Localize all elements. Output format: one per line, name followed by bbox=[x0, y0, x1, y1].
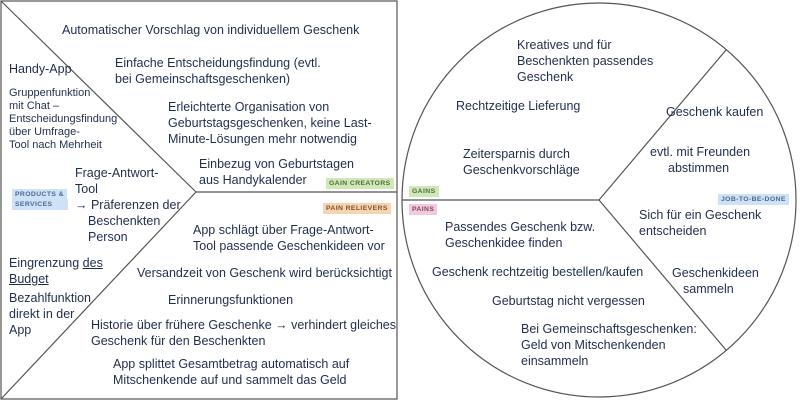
gain-creator-3-line2: Geburtstagsgeschenken, keine Last- bbox=[168, 116, 372, 130]
gruppenfunktion-line1: Gruppenfunktion bbox=[9, 87, 91, 99]
gains-tag: GAINS bbox=[409, 186, 439, 197]
eingrenzung-line1 bbox=[9, 255, 103, 271]
gain-1-line2: Beschenkten passendes bbox=[517, 54, 654, 68]
pain-reliever-2: Versandzeit von Geschenk wird berücksichtigt bbox=[137, 266, 392, 280]
gruppenfunktion-line5: Tool nach Mehrheit bbox=[9, 139, 102, 151]
gain-creator-3-line1: Erleichterte Organisation von bbox=[168, 100, 330, 114]
pain-1-line2: Geschenkidee finden bbox=[445, 236, 563, 250]
pain-reliever-4-line2: Geschenk für den Beschenkten bbox=[91, 334, 266, 348]
pain-2: Geschenk rechtzeitig bestellen/kaufen bbox=[432, 265, 644, 279]
gain-2: Rechtzeitige Lieferung bbox=[456, 99, 581, 113]
gruppenfunktion-line4: über Umfrage- bbox=[9, 126, 80, 138]
pain-1-line1: Passendes Geschenk bzw. bbox=[445, 220, 596, 234]
frage-antwort-line1: Frage-Antwort- bbox=[75, 166, 159, 180]
job-2-line1: evtl. mit Freunden bbox=[650, 145, 751, 159]
pain-relievers-tag: PAIN RELIEVERS bbox=[323, 203, 391, 214]
pains-tag: PAINS bbox=[409, 204, 437, 215]
job-3-line2: entscheiden bbox=[639, 224, 707, 238]
pain-reliever-5-line1: App splittet Gesamtbetrag automatisch auf bbox=[113, 357, 350, 371]
gain-creator-1: Automatischer Vorschlag von individuellem Geschenk bbox=[62, 23, 360, 37]
frage-antwort-line2: Tool bbox=[75, 182, 98, 196]
gain-1-line1: Kreatives und für bbox=[517, 38, 612, 52]
pain-reliever-4-line1: Historie über frühere Geschenke → verhindert gleiches bbox=[91, 318, 397, 332]
pain-reliever-1-line2: Tool passende Geschenkideen vor bbox=[193, 239, 385, 253]
gain-3-line2: Geschenkvorschläge bbox=[463, 163, 580, 177]
products-services-tag-line2: SERVICES bbox=[12, 199, 68, 210]
gain-creator-3-line3: Minute-Lösungen mehr notwendig bbox=[168, 132, 358, 146]
pain-reliever-3: Erinnerungsfunktionen bbox=[168, 293, 294, 307]
frage-antwort-line3: → Präferenzen der bbox=[75, 198, 181, 212]
frage-antwort-line4: Beschenkten bbox=[88, 214, 161, 228]
job-4-line1: Geschenkideen bbox=[672, 266, 759, 280]
gain-creator-4-line2: aus Handykalender bbox=[199, 173, 307, 187]
bezahlfunktion-line2: direkt in der bbox=[9, 307, 75, 321]
eingrenzung-text: Eingrenzung bbox=[9, 256, 83, 270]
gain-1-line3: Geschenk bbox=[517, 70, 574, 84]
pain-4-line2: Geld von Mitschenkenden bbox=[521, 338, 666, 352]
gain-creator-2-line1: Einfache Entscheidungsfindung (evtl. bbox=[115, 56, 321, 70]
gain-creator-2-line2: bei Gemeinschaftsgeschenken) bbox=[115, 72, 291, 86]
eingrenzung-line2: Budget bbox=[9, 272, 49, 286]
gain-3-line1: Zeitersparnis durch bbox=[463, 147, 570, 161]
circle-divider-upper bbox=[599, 50, 726, 200]
bezahlfunktion-line3: App bbox=[9, 323, 32, 337]
pain-reliever-5-line2: Mitschenkende auf und sammelt das Geld bbox=[113, 373, 347, 387]
pain-reliever-1-line1: App schlägt über Frage-Antwort- bbox=[193, 223, 374, 237]
handy-app: Handy-App bbox=[9, 62, 72, 76]
job-1: Geschenk kaufen bbox=[666, 105, 764, 119]
pain-3: Geburtstag nicht vergessen bbox=[492, 294, 645, 308]
job-2-line2: abstimmen bbox=[668, 161, 730, 175]
gruppenfunktion-line3: Entscheidungsfindung bbox=[9, 113, 118, 125]
frage-antwort-line5: Person bbox=[88, 230, 128, 244]
gain-creator-4-line1: Einbezug von Geburtstagen bbox=[199, 157, 354, 171]
gruppenfunktion-line2: mit Chat – bbox=[9, 100, 60, 112]
job-4-line2: sammeln bbox=[683, 282, 734, 296]
eingrenzung-des: des bbox=[82, 256, 103, 270]
pain-4-line1: Bei Gemeinschaftsgeschenken: bbox=[521, 322, 697, 336]
job-3-line1: Sich für ein Geschenk bbox=[639, 208, 762, 222]
job-to-be-done-tag: JOB-TO-BE-DONE bbox=[718, 194, 789, 205]
bezahlfunktion-line1: Bezahlfunktion bbox=[9, 291, 92, 305]
gain-creators-tag: GAIN CREATORS bbox=[326, 178, 394, 189]
pain-4-line3: einsammeln bbox=[521, 354, 589, 368]
products-services-tag-line1: PRODUCTS & bbox=[12, 189, 67, 200]
